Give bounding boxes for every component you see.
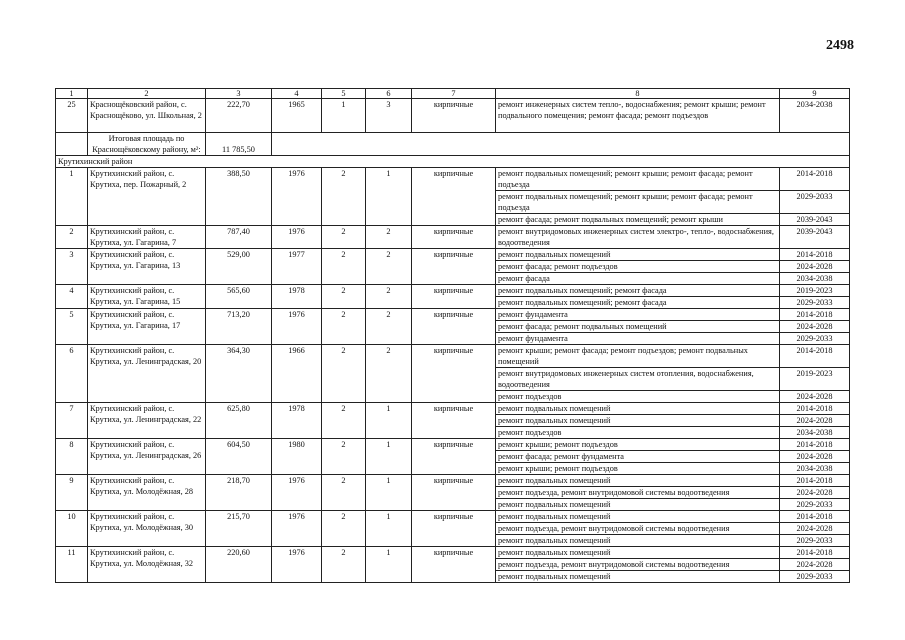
floors-cell: 2 — [322, 309, 366, 345]
column-number: 9 — [780, 89, 850, 99]
table-row — [56, 475, 850, 487]
address-cell: Крутихинский район, с. Крутиха, ул. Молодёжная, 32 — [88, 547, 206, 583]
material-cell: кирпичные — [412, 249, 496, 285]
row-number: 25 — [56, 99, 88, 133]
works-cell: ремонт подъезда, ремонт внутридомовой системы водоотведения — [496, 559, 780, 571]
period-cell: 2029-2033 — [780, 333, 850, 345]
period-cell: 2024-2028 — [780, 261, 850, 273]
entrances-cell: 2 — [366, 345, 412, 403]
entrances-cell: 2 — [366, 309, 412, 345]
column-number: 6 — [366, 89, 412, 99]
section-row — [56, 156, 850, 168]
period-cell: 2034-2038 — [780, 427, 850, 439]
floors-cell: 2 — [322, 249, 366, 285]
material-cell: кирпичные — [412, 309, 496, 345]
entrances-cell: 1 — [366, 168, 412, 226]
area-cell: 222,70 — [206, 99, 272, 133]
year-cell: 1977 — [272, 249, 322, 285]
table-row — [56, 226, 850, 249]
area-cell: 215,70 — [206, 511, 272, 547]
period-cell: 2024-2028 — [780, 487, 850, 499]
entrances-cell: 3 — [366, 99, 412, 133]
entrances-cell: 1 — [366, 547, 412, 583]
entrances-cell: 1 — [366, 511, 412, 547]
year-cell: 1976 — [272, 475, 322, 511]
period-cell: 2014-2018 — [780, 511, 850, 523]
works-cell: ремонт внутридомовых инженерных систем электро-, тепло-, водоснабжения, водоотведения — [496, 226, 780, 249]
material-cell: кирпичные — [412, 547, 496, 583]
period-cell: 2039-2043 — [780, 214, 850, 226]
material-cell: кирпичные — [412, 439, 496, 475]
works-cell: ремонт фундамента — [496, 309, 780, 321]
works-cell: ремонт подъезда, ремонт внутридомовой системы водоотведения — [496, 523, 780, 535]
page-number: 2498 — [826, 38, 854, 53]
period-cell: 2029-2033 — [780, 297, 850, 309]
year-cell: 1966 — [272, 345, 322, 403]
period-cell: 2024-2028 — [780, 523, 850, 535]
material-cell: кирпичные — [412, 168, 496, 226]
row-number: 5 — [56, 309, 88, 345]
works-cell: ремонт подвальных помещений; ремонт крыши; ремонт фасада; ремонт подъезда — [496, 191, 780, 214]
period-cell: 2019-2023 — [780, 285, 850, 297]
area-cell: 565,60 — [206, 285, 272, 309]
floors-cell: 2 — [322, 511, 366, 547]
period-cell: 2024-2028 — [780, 321, 850, 333]
floors-cell: 2 — [322, 168, 366, 226]
works-cell: ремонт подвальных помещений; ремонт фасада — [496, 285, 780, 297]
year-cell: 1978 — [272, 403, 322, 439]
address-cell: Крутихинский район, с. Крутиха, ул. Молодёжная, 30 — [88, 511, 206, 547]
year-cell: 1976 — [272, 309, 322, 345]
capital-repair-table — [55, 88, 850, 583]
column-number-row — [56, 89, 850, 99]
works-cell: ремонт фундамента — [496, 333, 780, 345]
row-number: 2 — [56, 226, 88, 249]
column-number: 4 — [272, 89, 322, 99]
table-row — [56, 511, 850, 523]
address-cell: Крутихинский район, с. Крутиха, ул. Ленинградская, 20 — [88, 345, 206, 403]
address-cell: Крутихинский район, с. Крутиха, ул. Гагарина, 17 — [88, 309, 206, 345]
table-row — [56, 547, 850, 559]
period-cell: 2014-2018 — [780, 403, 850, 415]
area-cell: 713,20 — [206, 309, 272, 345]
works-cell: ремонт подвальных помещений — [496, 535, 780, 547]
entrances-cell: 2 — [366, 249, 412, 285]
works-cell: ремонт инженерных систем тепло-, водоснабжения; ремонт крыши; ремонт подвального помещения; ремонт фасада; ремонт подъездов — [496, 99, 780, 133]
works-cell: ремонт подвальных помещений — [496, 511, 780, 523]
period-cell: 2029-2033 — [780, 191, 850, 214]
period-cell: 2014-2018 — [780, 439, 850, 451]
column-number: 8 — [496, 89, 780, 99]
year-cell: 1965 — [272, 99, 322, 133]
works-cell: ремонт фасада; ремонт подвальных помещений; ремонт крыши — [496, 214, 780, 226]
material-cell: кирпичные — [412, 99, 496, 133]
period-cell: 2014-2018 — [780, 547, 850, 559]
table-row — [56, 168, 850, 191]
works-cell: ремонт подвальных помещений — [496, 547, 780, 559]
works-cell: ремонт подъездов — [496, 391, 780, 403]
address-cell: Крутихинский район, с. Крутиха, ул. Гагарина, 15 — [88, 285, 206, 309]
floors-cell: 1 — [322, 99, 366, 133]
floors-cell: 2 — [322, 226, 366, 249]
period-cell: 2024-2028 — [780, 559, 850, 571]
material-cell: кирпичные — [412, 475, 496, 511]
address-cell: Крутихинский район, с. Крутиха, ул. Ленинградская, 26 — [88, 439, 206, 475]
floors-cell: 2 — [322, 475, 366, 511]
floors-cell: 2 — [322, 439, 366, 475]
year-cell: 1980 — [272, 439, 322, 475]
period-cell: 2014-2018 — [780, 475, 850, 487]
entrances-cell: 2 — [366, 285, 412, 309]
period-cell: 2034-2038 — [780, 273, 850, 285]
area-cell: 625,80 — [206, 403, 272, 439]
works-cell: ремонт крыши; ремонт подъездов — [496, 439, 780, 451]
entrances-cell: 2 — [366, 226, 412, 249]
area-cell: 218,70 — [206, 475, 272, 511]
table-row — [56, 309, 850, 321]
table-row — [56, 249, 850, 261]
address-cell: Крутихинский район, с. Крутиха, ул. Ленинградская, 22 — [88, 403, 206, 439]
area-cell: 787,40 — [206, 226, 272, 249]
works-cell: ремонт подвальных помещений; ремонт крыши; ремонт фасада; ремонт подъезда — [496, 168, 780, 191]
works-cell: ремонт крыши; ремонт фасада; ремонт подъездов; ремонт подвальных помещений — [496, 345, 780, 368]
area-cell: 529,00 — [206, 249, 272, 285]
period-cell: 2034-2038 — [780, 99, 850, 133]
row-number: 3 — [56, 249, 88, 285]
works-cell: ремонт подвальных помещений — [496, 475, 780, 487]
material-cell: кирпичные — [412, 511, 496, 547]
entrances-cell: 1 — [366, 475, 412, 511]
works-cell: ремонт крыши; ремонт подъездов — [496, 463, 780, 475]
works-cell: ремонт фасада; ремонт подвальных помещений — [496, 321, 780, 333]
address-cell: Крутихинский район, с. Крутиха, ул. Молодёжная, 28 — [88, 475, 206, 511]
section-title: Крутихинский район — [56, 156, 850, 168]
period-cell: 2019-2023 — [780, 368, 850, 391]
address-cell: Крутихинский район, с. Крутиха, ул. Гагарина, 13 — [88, 249, 206, 285]
column-number: 2 — [88, 89, 206, 99]
row-number: 9 — [56, 475, 88, 511]
period-cell: 2029-2033 — [780, 499, 850, 511]
row-number: 8 — [56, 439, 88, 475]
table-row — [56, 99, 850, 133]
total-row — [56, 133, 850, 156]
area-cell: 604,50 — [206, 439, 272, 475]
table-row — [56, 345, 850, 368]
address-cell: Крутихинский район, с. Крутиха, пер. Пожарный, 2 — [88, 168, 206, 226]
year-cell: 1976 — [272, 511, 322, 547]
material-cell: кирпичные — [412, 345, 496, 403]
material-cell: кирпичные — [412, 226, 496, 249]
period-cell: 2014-2018 — [780, 345, 850, 368]
works-cell: ремонт подвальных помещений — [496, 499, 780, 511]
row-number: 10 — [56, 511, 88, 547]
period-cell: 2029-2033 — [780, 535, 850, 547]
entrances-cell: 1 — [366, 403, 412, 439]
period-cell: 2039-2043 — [780, 226, 850, 249]
material-cell: кирпичные — [412, 403, 496, 439]
column-number: 1 — [56, 89, 88, 99]
works-cell: ремонт подвальных помещений — [496, 571, 780, 583]
entrances-cell: 1 — [366, 439, 412, 475]
address-cell: Краснощёковский район, с. Краснощёково, ул. Школьная, 2 — [88, 99, 206, 133]
works-cell: ремонт фасада — [496, 273, 780, 285]
period-cell: 2014-2018 — [780, 168, 850, 191]
works-cell: ремонт подъездов — [496, 427, 780, 439]
period-cell: 2014-2018 — [780, 309, 850, 321]
area-cell: 220,60 — [206, 547, 272, 583]
year-cell: 1976 — [272, 226, 322, 249]
material-cell: кирпичные — [412, 285, 496, 309]
column-number: 3 — [206, 89, 272, 99]
period-cell: 2014-2018 — [780, 249, 850, 261]
works-cell: ремонт фасада; ремонт фундамента — [496, 451, 780, 463]
year-cell: 1978 — [272, 285, 322, 309]
column-number: 5 — [322, 89, 366, 99]
row-number: 6 — [56, 345, 88, 403]
works-cell: ремонт фасада; ремонт подъездов — [496, 261, 780, 273]
table-row — [56, 403, 850, 415]
table-row — [56, 285, 850, 297]
year-cell: 1976 — [272, 168, 322, 226]
period-cell: 2034-2038 — [780, 463, 850, 475]
works-cell: ремонт подвальных помещений — [496, 415, 780, 427]
row-number: 1 — [56, 168, 88, 226]
period-cell: 2024-2028 — [780, 451, 850, 463]
table-row — [56, 439, 850, 451]
total-label: Итоговая площадь по Краснощёковскому району, м²: — [88, 133, 206, 156]
works-cell: ремонт подвальных помещений; ремонт фасада — [496, 297, 780, 309]
row-number: 7 — [56, 403, 88, 439]
floors-cell: 2 — [322, 345, 366, 403]
area-cell: 388,50 — [206, 168, 272, 226]
area-cell: 364,30 — [206, 345, 272, 403]
row-number: 4 — [56, 285, 88, 309]
works-cell: ремонт внутридомовых инженерных систем отопления, водоснабжения, водоотведения — [496, 368, 780, 391]
address-cell: Крутихинский район, с. Крутиха, ул. Гагарина, 7 — [88, 226, 206, 249]
total-value: 11 785,50 — [206, 133, 272, 156]
works-cell: ремонт подъезда, ремонт внутридомовой системы водоотведения — [496, 487, 780, 499]
floors-cell: 2 — [322, 403, 366, 439]
period-cell: 2029-2033 — [780, 571, 850, 583]
floors-cell: 2 — [322, 547, 366, 583]
period-cell: 2024-2028 — [780, 391, 850, 403]
column-number: 7 — [412, 89, 496, 99]
row-number: 11 — [56, 547, 88, 583]
works-cell: ремонт подвальных помещений — [496, 249, 780, 261]
year-cell: 1976 — [272, 547, 322, 583]
period-cell: 2024-2028 — [780, 415, 850, 427]
works-cell: ремонт подвальных помещений — [496, 403, 780, 415]
floors-cell: 2 — [322, 285, 366, 309]
